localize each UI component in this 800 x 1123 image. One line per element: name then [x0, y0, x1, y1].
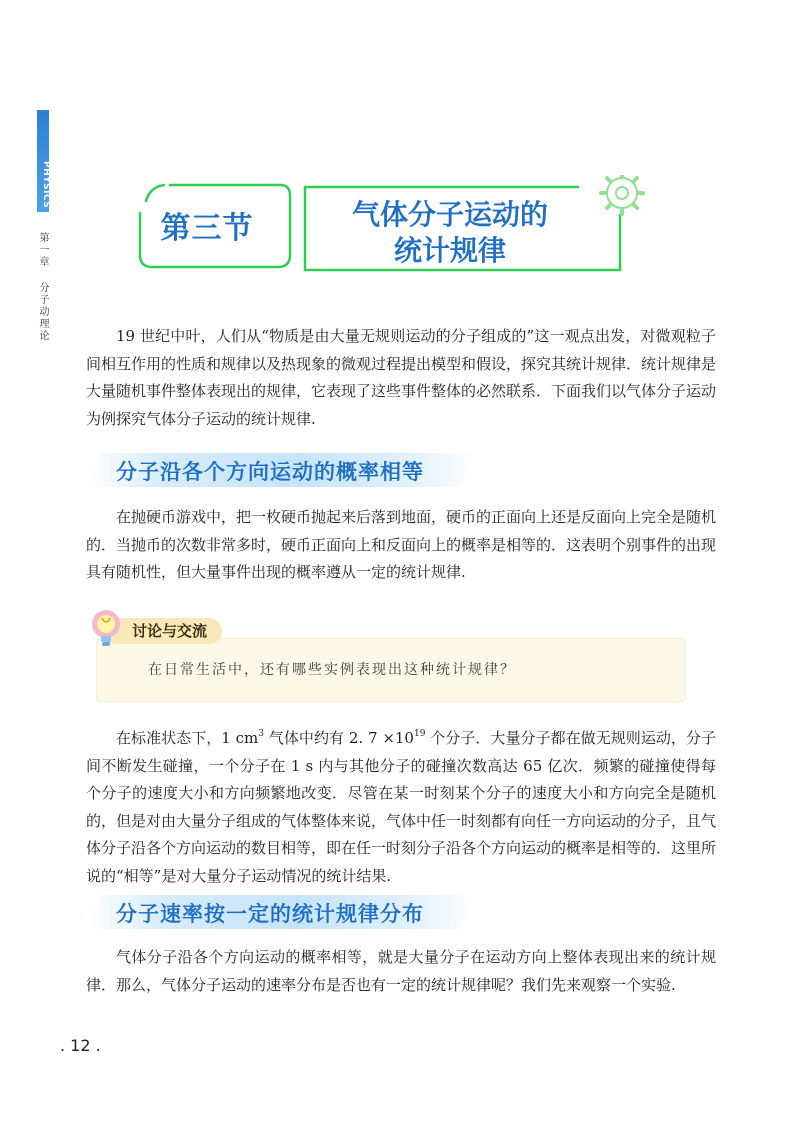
- sidebar-subject: PHYSICS: [41, 161, 51, 209]
- section-title: [290, 197, 610, 269]
- sidebar-chapter-number: 第一章: [37, 232, 48, 268]
- subheading-text: 分子速率按一定的统计规律分布: [116, 902, 424, 926]
- discussion-tab-label: 讨论与交流: [132, 622, 208, 640]
- section-number: 第三节: [160, 211, 254, 246]
- molecule-text-1: 在标准状态下，1 cm: [116, 729, 259, 747]
- discussion-question: 在日常生活中，还有哪些实例表现出这种统计规律？: [148, 662, 516, 678]
- sidebar-chapter-title: 分子动理论: [37, 282, 48, 342]
- molecule-paragraph: [86, 725, 716, 890]
- section-title-line2: 统计规律: [393, 234, 506, 267]
- speed-paragraph: 气体分子沿各个方向运动的概率相等，就是大量分子在运动方向上整体表现出来的统计规律．那么，气体分子运动的速率分布是否也有一定的统计规律呢？我们先来观察一个实验.: [86, 948, 716, 994]
- molecule-text-3: 个分子．大量分子都在做无规则运动，分子间不断发生碰撞，一个分子在 1 s 内与其他分子的碰撞次数高达 65 亿次．频繁的碰撞使得每个分子的速度大小和方向频繁地改变．尽管在某一时刻某个分子的速度大小和方向完全是随机的，但是对由大量分子组成的气体整体来说，气体中任一时刻都有向任一方向运动的分子，且气体分子沿各个方向运动的数目相等，即在任一时刻分子沿各个方向运动的概率是相等的．这里所说的“相等”是对大量分子运动情况的统计结果.: [86, 729, 717, 885]
- subheading-text: 分子沿各个方向运动的概率相等: [116, 460, 424, 484]
- molecule-text-2: 气体中约有 2. 7 ×10: [264, 729, 414, 747]
- superscript-exponent: 19: [413, 729, 426, 739]
- subheading-speed-distribution: [86, 893, 486, 933]
- section-title-block: [130, 175, 650, 285]
- lightbulb-icon: [88, 604, 128, 650]
- superscript-cube: 3: [258, 729, 265, 739]
- section-title-line1: 气体分子运动的: [351, 198, 548, 231]
- coin-paragraph: 在抛硬币游戏中，把一枚硬币抛起来后落到地面，硬币的正面向上还是反面向上完全是随机的．当抛币的次数非常多时，硬币正面向上和反面向上的概率是相等的．这表明个别事件的出现具有随机性，但大量事件出现的概率遵从一定的统计规律.: [86, 508, 717, 581]
- sidebar-chapter: [38, 232, 50, 342]
- subheading-direction-probability: [86, 451, 486, 491]
- discussion-box: [88, 604, 688, 704]
- page-number: . 12 .: [60, 1036, 101, 1055]
- intro-paragraph: 19 世纪中叶，人们从“物质是由大量无规则运动的分子组成的”这一观点出发，对微观粒子间相互作用的性质和规律以及热现象的微观过程提出模型和假设，探究其统计规律．统计规律是大量随机事件整体表现出的规律，它表现了这些事件整体的必然联系．下面我们以气体分子运动为例探究气体分子运动的统计规律.: [86, 327, 717, 428]
